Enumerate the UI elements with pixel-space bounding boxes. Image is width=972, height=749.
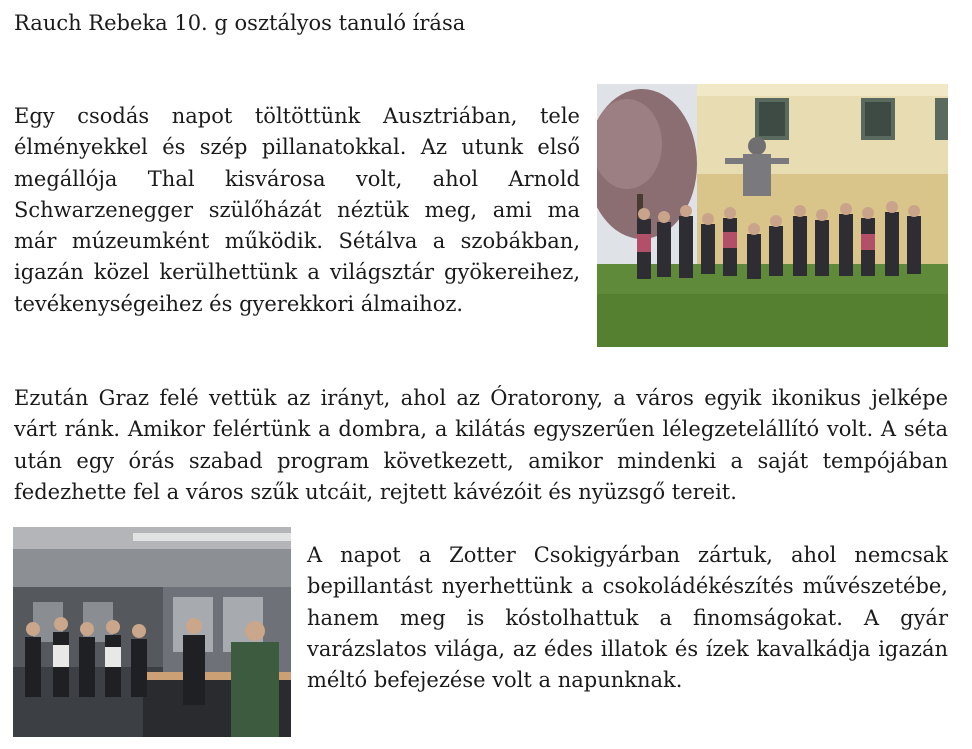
chocolate-factory-photo (13, 527, 291, 737)
group-photo-museum (597, 84, 948, 347)
paragraph-thal: Egy csodás napot töltöttünk Ausztriában, tele élményekkel és szép pillanatokkal. Az utunk első megállója Thal kisvárosa volt, ahol Arnold Schwarzenegger szülőházát néztük meg, ami ma már múzeumként működik. Sétálva a szobákban, igazán közel kerülhettünk a világsztár gyökereihez, tevékenységeihez és gyerekkori álmaihoz. (14, 104, 580, 316)
paragraph-zotter: A napot a Zotter Csokigyárban zártuk, ahol nemcsak bepillantást nyerhettünk a csokoládékészítés művészetébe, hanem meg is kóstolhattuk a finomságokat. A gyár varázslatos világa, az édes illatok és ízek kavalkádja igazán méltó befejezése volt a napunknak. (307, 543, 948, 693)
page-title: Rauch Rebeka 10. g osztályos tanuló írása (14, 11, 466, 35)
paragraph-graz: Ezután Graz felé vettük az irányt, ahol az Óratorony, a város egyik ikonikus jelképe várt ránk. Amikor felértünk a dombra, a kilátás egyszerűen lélegzetelállító volt. A séta után egy órás szabad program következett, amikor mindenki a saját tempójában fedezhette fel a város szűk utcáit, rejtett kávézóit és nyüzsgő tereit. (14, 386, 948, 504)
